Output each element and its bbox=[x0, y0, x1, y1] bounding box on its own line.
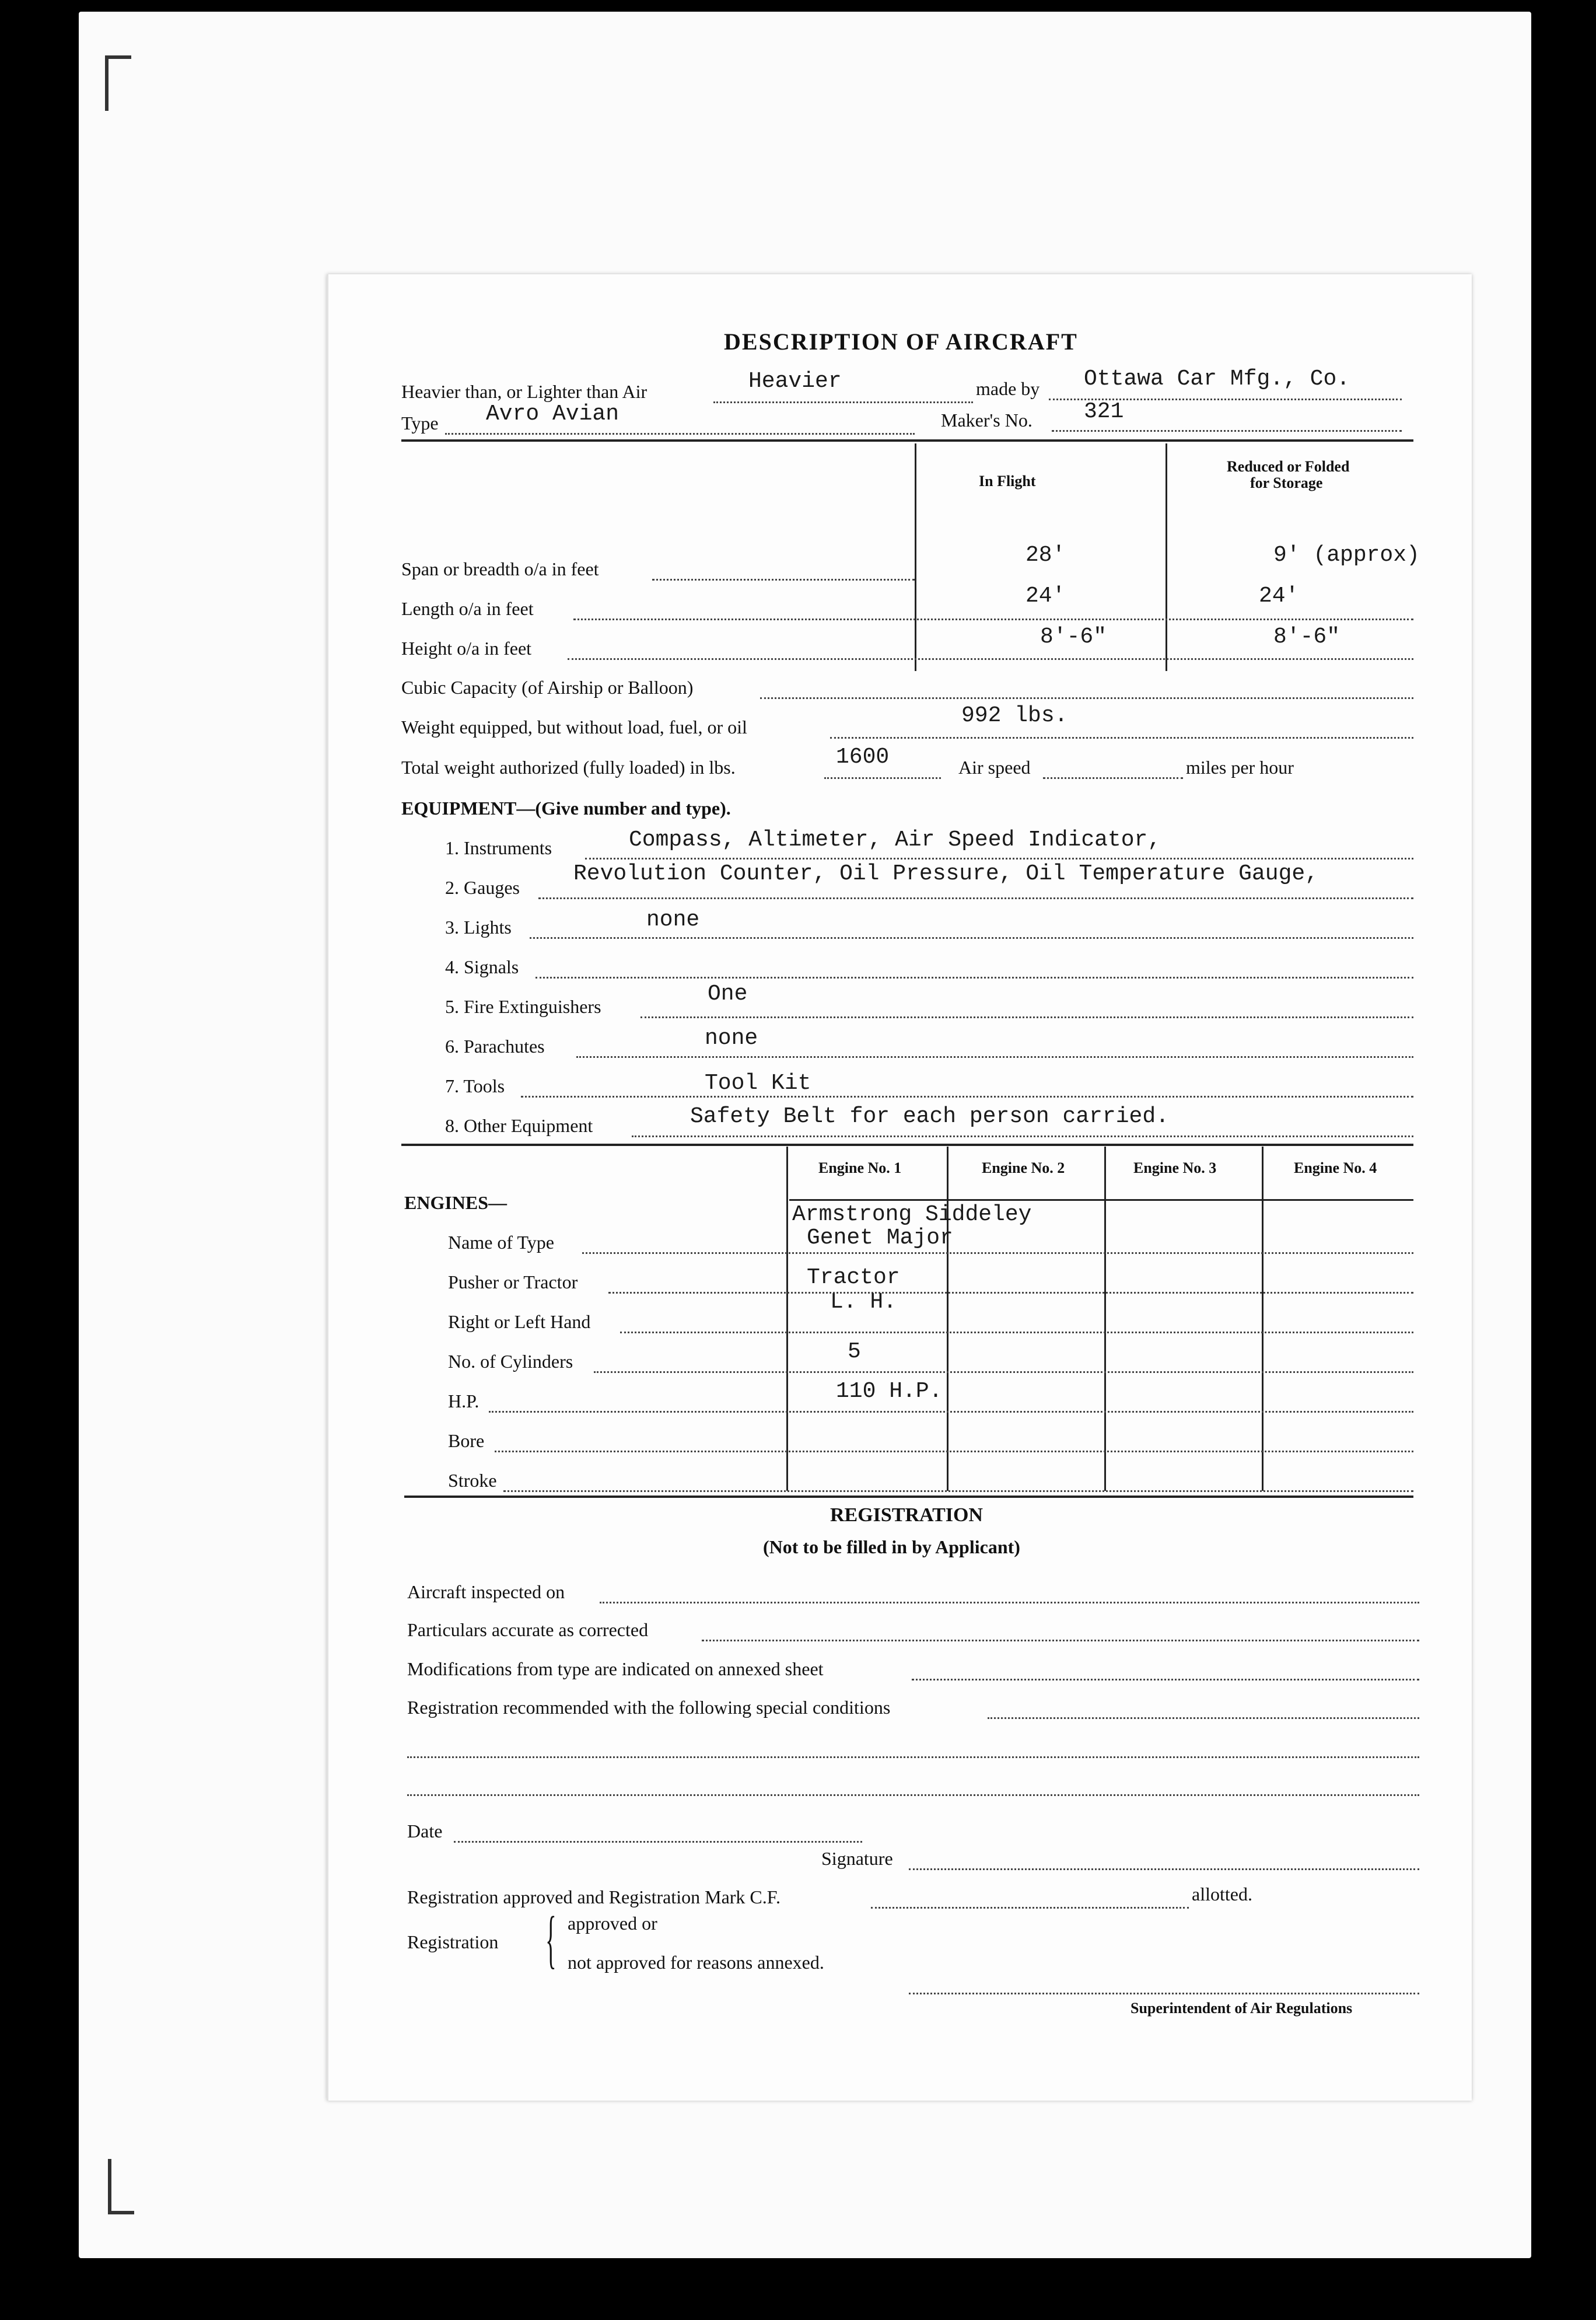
weight-value: 992 lbs. bbox=[961, 703, 1068, 728]
engine-hp-value: 110 H.P. bbox=[836, 1379, 943, 1404]
equipment-label-8: 8. Other Equipment bbox=[445, 1115, 593, 1136]
engine-row-line-5 bbox=[489, 1411, 1413, 1413]
equipment-label-5: 5. Fire Extinguishers bbox=[445, 996, 601, 1017]
engine-row-label-7: Stroke bbox=[448, 1470, 497, 1491]
height-in-flight: 8'-6" bbox=[1040, 624, 1107, 649]
modifications-label: Modifications from type are indicated on annexed sheet bbox=[407, 1658, 824, 1679]
type-line bbox=[445, 433, 915, 435]
modifications-line bbox=[912, 1679, 1419, 1680]
engine-col-1: Engine No. 1 bbox=[818, 1159, 902, 1176]
engine-row-line-1 bbox=[582, 1252, 1413, 1254]
type-label: Type bbox=[401, 413, 439, 434]
miles-per-hour-label: miles per hour bbox=[1186, 757, 1294, 778]
engine-row-label-2: Pusher or Tractor bbox=[448, 1271, 578, 1292]
equipment-label-1: 1. Instruments bbox=[445, 837, 552, 858]
equipment-value-8: Safety Belt for each person carried. bbox=[690, 1104, 1169, 1129]
span-label: Span or breadth o/a in feet bbox=[401, 558, 599, 579]
date-label: Date bbox=[407, 1821, 443, 1842]
equipment-value-2: Revolution Counter, Oil Pressure, Oil Temperature Gauge, bbox=[573, 861, 1319, 886]
equipment-line-5 bbox=[640, 1016, 1413, 1018]
length-storage: 24' bbox=[1259, 584, 1299, 609]
engine-col-2: Engine No. 2 bbox=[982, 1159, 1065, 1176]
span-line bbox=[652, 579, 915, 581]
particulars-label: Particulars accurate as corrected bbox=[407, 1619, 649, 1640]
height-line bbox=[568, 658, 1413, 660]
allotted-label: allotted. bbox=[1192, 1884, 1252, 1905]
approved-mark-label: Registration approved and Registration Mark C.F. bbox=[407, 1886, 780, 1907]
date-line bbox=[454, 1841, 862, 1843]
engines-bottom-rule bbox=[404, 1496, 1413, 1498]
heavier-line bbox=[713, 401, 973, 403]
weight-label: Weight equipped, but without load, fuel, or oil bbox=[401, 717, 747, 738]
engine-row-line-2 bbox=[608, 1292, 1413, 1294]
total-weight-line bbox=[824, 777, 941, 779]
length-line bbox=[573, 619, 1413, 620]
signature-line bbox=[909, 1868, 1419, 1870]
conditions-line-2 bbox=[407, 1794, 1419, 1796]
superintendent-label: Superintendent of Air Regulations bbox=[1130, 2000, 1353, 2017]
crop-mark-bottom-left-h bbox=[108, 2211, 134, 2214]
col-storage-line2: for Storage bbox=[1250, 474, 1323, 491]
makers-no-line bbox=[1052, 430, 1402, 432]
recommended-line bbox=[988, 1717, 1419, 1719]
equipment-label-7: 7. Tools bbox=[445, 1075, 505, 1096]
approved-or-label: approved or bbox=[568, 1913, 657, 1934]
type-value: Avro Avian bbox=[486, 401, 620, 427]
engine-row-line-3 bbox=[620, 1332, 1413, 1333]
col-in-flight: In Flight bbox=[979, 473, 1036, 490]
registration-heading: REGISTRATION bbox=[830, 1504, 983, 1526]
engine-col-3: Engine No. 3 bbox=[1133, 1159, 1217, 1176]
dimensions-divider-1 bbox=[915, 443, 916, 671]
equipment-value-6: none bbox=[705, 1026, 758, 1051]
air-speed-label: Air speed bbox=[958, 757, 1031, 778]
recommended-label: Registration recommended with the following special conditions bbox=[407, 1697, 891, 1718]
heavier-value: Heavier bbox=[748, 369, 842, 394]
equipment-value-7: Tool Kit bbox=[705, 1071, 811, 1096]
form-title: DESCRIPTION OF AIRCRAFT bbox=[724, 329, 1078, 355]
inspected-label: Aircraft inspected on bbox=[407, 1581, 565, 1602]
approved-mark-line bbox=[871, 1907, 1189, 1909]
engine-row-line-4 bbox=[594, 1371, 1413, 1373]
total-weight-value: 1600 bbox=[836, 745, 890, 770]
engine-pusher-value: Tractor bbox=[807, 1265, 900, 1290]
height-label: Height o/a in feet bbox=[401, 638, 532, 659]
makers-no-label: Maker's No. bbox=[941, 410, 1032, 431]
span-in-flight: 28' bbox=[1026, 543, 1066, 568]
engine-row-label-4: No. of Cylinders bbox=[448, 1351, 573, 1372]
equipment-line-2 bbox=[538, 897, 1413, 899]
particulars-line bbox=[702, 1640, 1419, 1641]
heavier-label: Heavier than, or Lighter than Air bbox=[401, 381, 648, 402]
crop-mark-top-left bbox=[105, 55, 108, 111]
engine-cylinders-value: 5 bbox=[848, 1339, 861, 1364]
superintendent-line bbox=[909, 1993, 1419, 1994]
made-by-value: Ottawa Car Mfg., Co. bbox=[1084, 366, 1350, 392]
engine-row-label-6: Bore bbox=[448, 1430, 485, 1451]
not-approved-label: not approved for reasons annexed. bbox=[568, 1952, 824, 1973]
equipment-label-6: 6. Parachutes bbox=[445, 1036, 545, 1057]
engine-col-4: Engine No. 4 bbox=[1294, 1159, 1377, 1176]
total-weight-label: Total weight authorized (fully loaded) in lbs. bbox=[401, 757, 736, 778]
equipment-value-1: Compass, Altimeter, Air Speed Indicator, bbox=[629, 827, 1161, 852]
made-by-label: made by bbox=[976, 378, 1040, 399]
engine-row-line-7 bbox=[503, 1490, 1413, 1492]
dimensions-divider-2 bbox=[1166, 443, 1167, 671]
length-in-flight: 24' bbox=[1026, 584, 1066, 609]
engine-hand-value: L. H. bbox=[830, 1290, 897, 1315]
engine-row-label-5: H.P. bbox=[448, 1390, 480, 1411]
equipment-label-2: 2. Gauges bbox=[445, 877, 520, 898]
col-storage-line1: Reduced or Folded bbox=[1227, 458, 1350, 475]
engine-row-line-6 bbox=[495, 1451, 1413, 1452]
engines-divider-4 bbox=[1262, 1147, 1264, 1491]
engines-heading: ENGINES— bbox=[404, 1192, 508, 1213]
cubic-capacity-label: Cubic Capacity (of Airship or Balloon) bbox=[401, 677, 694, 698]
equipment-line-1 bbox=[585, 858, 1413, 859]
engines-divider-1 bbox=[786, 1147, 788, 1491]
air-speed-line bbox=[1043, 777, 1183, 779]
equipment-label-3: 3. Lights bbox=[445, 917, 512, 938]
inspected-line bbox=[600, 1602, 1419, 1603]
makers-no-value: 321 bbox=[1084, 399, 1124, 424]
engines-divider-2 bbox=[947, 1147, 949, 1491]
registration-brace: { bbox=[545, 1903, 556, 1975]
crop-mark-bottom-left bbox=[108, 2159, 111, 2214]
span-storage: 9' (approx) bbox=[1273, 543, 1420, 568]
equipment-line-6 bbox=[576, 1056, 1413, 1058]
equipment-line-4 bbox=[536, 977, 1413, 979]
height-storage: 8'-6" bbox=[1273, 624, 1340, 649]
equipment-label-4: 4. Signals bbox=[445, 956, 519, 977]
equipment-line-8 bbox=[632, 1135, 1413, 1137]
registration-subheading: (Not to be filled in by Applicant) bbox=[763, 1536, 1020, 1557]
dimensions-top-rule bbox=[401, 439, 1413, 442]
length-label: Length o/a in feet bbox=[401, 598, 534, 619]
cubic-line bbox=[760, 697, 1413, 699]
engine-row-label-1: Name of Type bbox=[448, 1232, 554, 1253]
engines-top-rule bbox=[401, 1144, 1413, 1146]
engine-row-label-3: Right or Left Hand bbox=[448, 1311, 591, 1332]
equipment-heading: EQUIPMENT—(Give number and type). bbox=[401, 798, 731, 819]
weight-line bbox=[830, 737, 1413, 739]
aircraft-description-form bbox=[327, 274, 1472, 2101]
signature-label: Signature bbox=[821, 1848, 893, 1869]
engine-name-line2: Genet Major bbox=[807, 1225, 953, 1250]
equipment-line-3 bbox=[530, 937, 1413, 939]
engine-name-line1: Armstrong Siddeley bbox=[792, 1202, 1032, 1227]
equipment-value-3: none bbox=[646, 907, 700, 932]
equipment-value-5: One bbox=[708, 981, 748, 1007]
registration-word: Registration bbox=[407, 1931, 499, 1952]
engines-divider-3 bbox=[1104, 1147, 1106, 1491]
crop-mark-top-left-h bbox=[105, 55, 131, 59]
conditions-line-1 bbox=[407, 1756, 1419, 1758]
equipment-line-7 bbox=[521, 1096, 1413, 1098]
engines-header-rule bbox=[789, 1199, 1413, 1201]
